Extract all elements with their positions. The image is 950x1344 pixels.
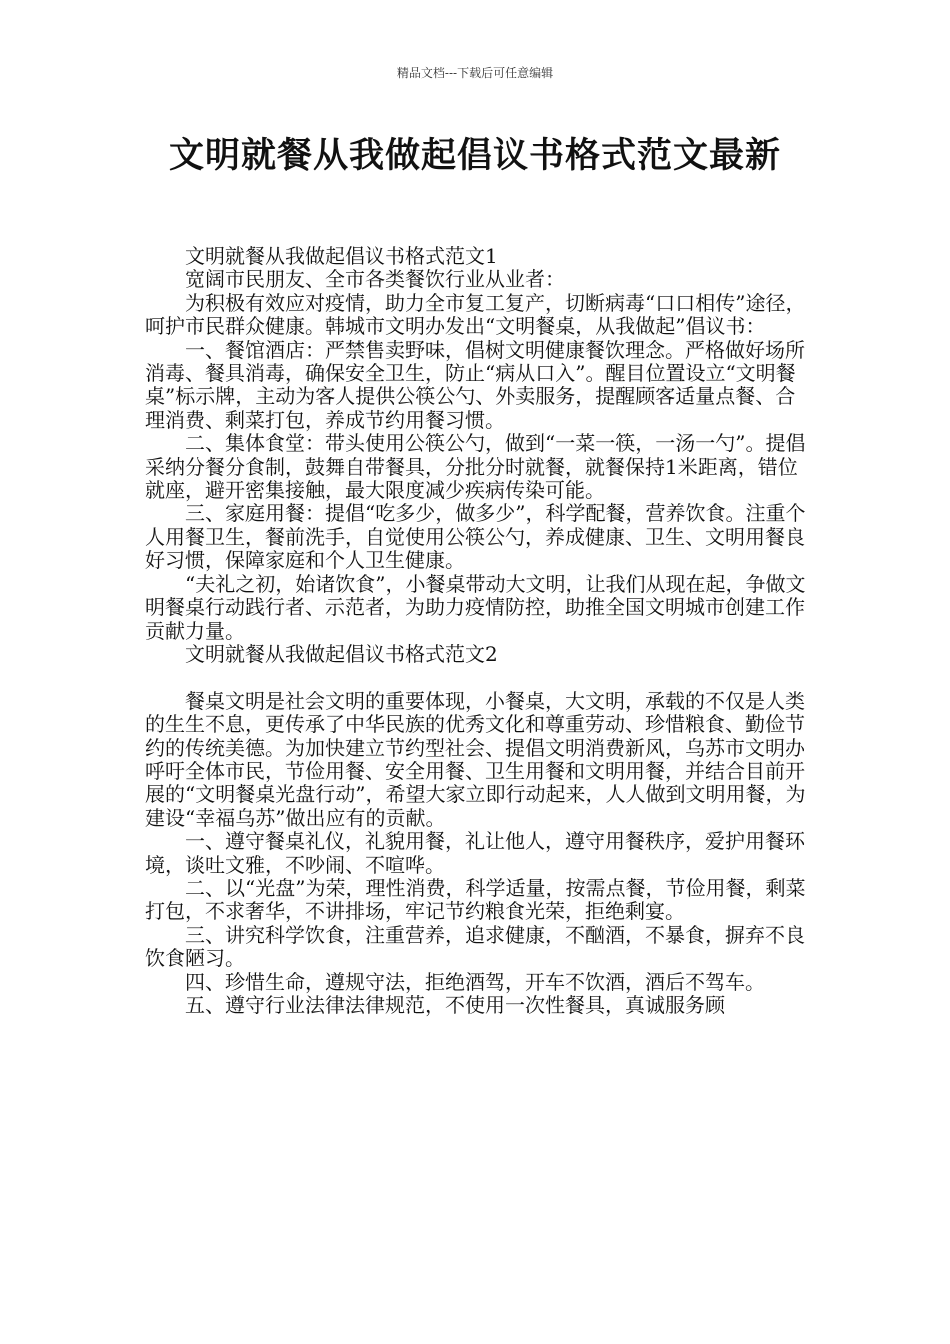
paragraph-family: 三、家庭用餐：提倡“吃多少，做多少”，科学配餐，营养饮食。注重个人用餐卫生，餐前洗手，自觉使用公筷公勺，养成健康、卫生、文明用餐良好习惯，保障家庭和个人卫生健康。	[145, 501, 806, 573]
paragraph-item-2: 二、以“光盘”为荣，理性消费，科学适量，按需点餐，节俭用餐，剩菜打包，不求奢华，不讲排场，牢记节约粮食光荣，拒绝剩宴。	[145, 875, 806, 924]
paragraph-canteens: 二、集体食堂：带头使用公筷公勺，做到“一菜一筷，一汤一勺”。提倡采纳分餐分食制，鼓舞自带餐具，分批分时就餐，就餐保持1米距离，错位就座，避开密集接触，最大限度减少疾病传染可能。	[145, 431, 806, 503]
paragraph-item-1: 一、遵守餐桌礼仪，礼貌用餐，礼让他人，遵守用餐秩序，爱护用餐环境，谈吐文雅，不吵闹、不喧哗。	[145, 829, 805, 877]
paragraph-item-3: 三、讲究科学饮食，注重营养，追求健康，不酗酒，不暴食，摒弃不良饮食陋习。	[145, 922, 805, 971]
section-heading-1: 文明就餐从我做起倡议书格式范文1	[185, 244, 498, 268]
document-body	[145, 245, 810, 1017]
salutation: 宽阔市民朋友、全市各类餐饮行业从业者：	[185, 267, 565, 292]
paragraph-restaurants: 一、餐馆酒店：严禁售卖野味，倡树文明健康餐饮理念。严格做好场所消毒、餐具消毒，确保安全卫生，防止“病从口入”。醒目位置设立“文明餐桌”标示牌，主动为客人提供公筷公勺、外卖服务，提醒顾客适量点餐、合理消费、剩菜打包，养成节约用餐习惯。	[145, 337, 805, 432]
blank-line	[145, 666, 810, 689]
section-heading-2: 文明就餐从我做起倡议书格式范文2	[185, 641, 498, 666]
paragraph-item-4: 四、珍惜生命，遵规守法，拒绝酒驾，开车不饮酒，酒后不驾车。	[185, 969, 765, 994]
paragraph-table-civility: 餐桌文明是社会文明的重要体现，小餐桌，大文明，承载的不仅是人类的生生不息，更传承了中华民族的优秀文化和尊重劳动、珍惜粮食、勤俭节约的传统美德。为加快建立节约型社会、提倡文明消费新风，乌苏市文明办呼吁全体市民，节俭用餐、安全用餐、卫生用餐和文明用餐，并结合目前开展的“文明餐桌光盘行动”，希望大家立即行动起来，人人做到文明用餐，为建设“幸福乌苏”做出应有的贡献。	[145, 688, 806, 830]
paragraph-item-5: 五、遵守行业法律法律规范，不使用一次性餐具，真诚服务顾	[185, 992, 725, 1017]
paragraph-closing: “夫礼之初，始诸饮食”，小餐桌带动大文明，让我们从现在起，争做文明餐桌行动践行者、示范者，为助力疫情防控，助推全国文明城市创建工作贡献力量。	[145, 571, 806, 643]
paragraph-intro: 为积极有效应对疫情，助力全市复工复产，切断病毒“口口相传”途径，呵护市民群众健康。韩城市文明办发出“文明餐桌，从我做起”倡议书：	[145, 290, 806, 339]
document-title: 文明就餐从我做起倡议书格式范文最新	[168, 136, 781, 176]
header-note: 精品文档---下载后可任意编辑	[396, 66, 554, 80]
